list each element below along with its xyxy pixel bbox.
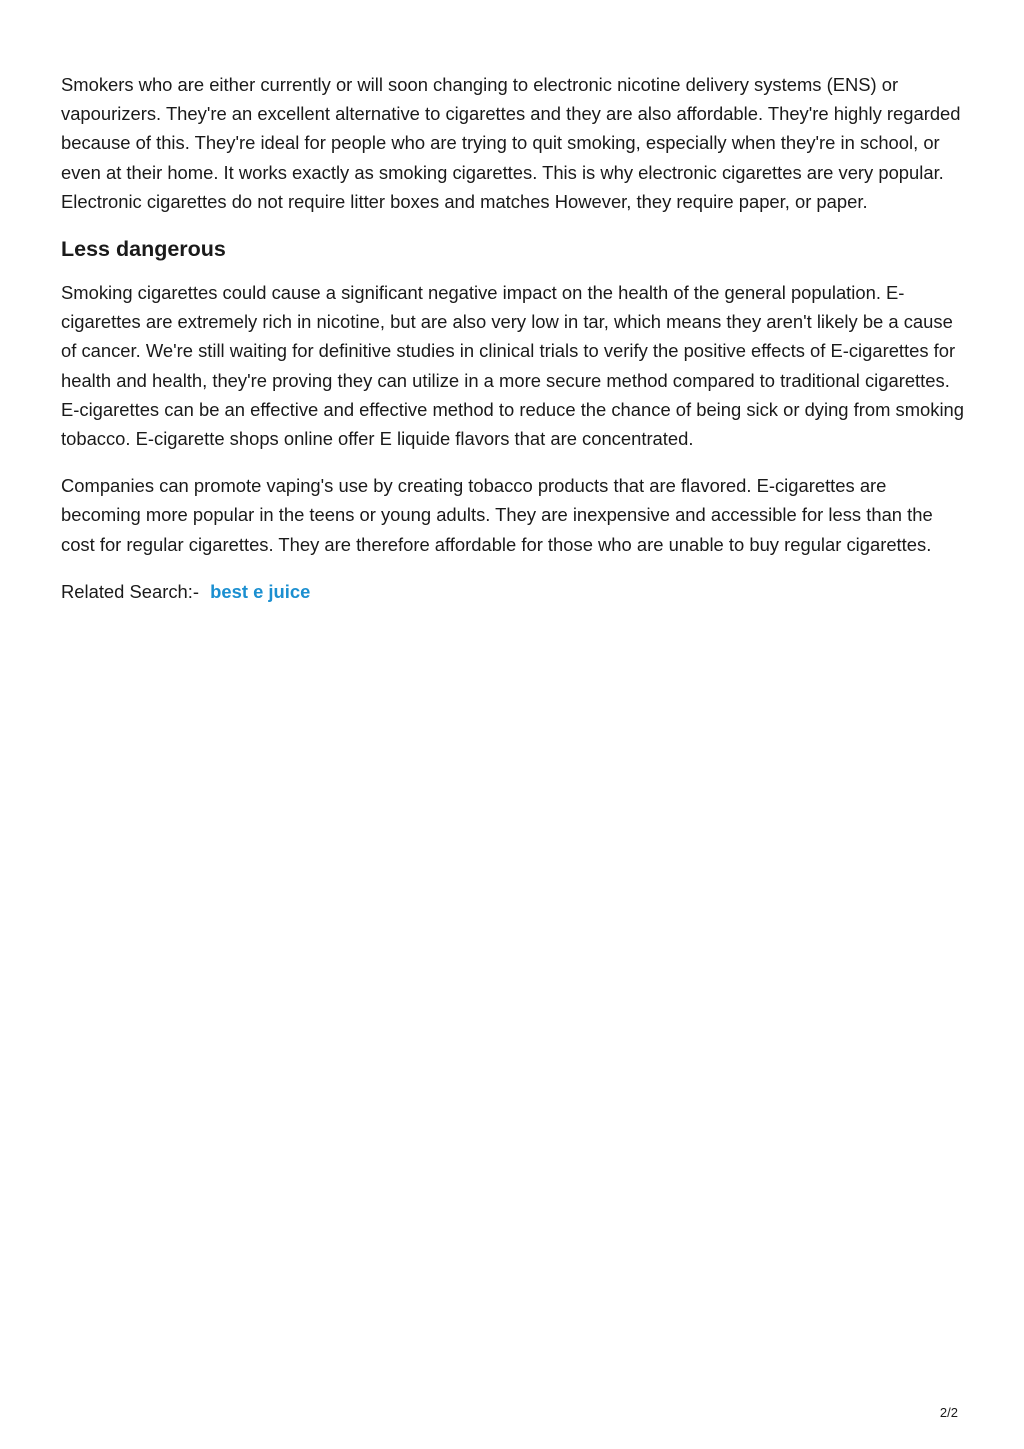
- related-search-link[interactable]: best e juice: [210, 580, 311, 602]
- intro-paragraph: Smokers who are either currently or will soon changing to electronic nicotine delivery systems (ENS) or vapourizers. They're an excellent alternative to cigarettes and they are also affordable. They're highly regarded because of this. They're ideal for people who are trying to quit smoking, especially when they're in school, or even at their home. It works exactly as smoking cigarettes. This is why electronic cigarettes are very popular. Electronic cigarettes do not require litter boxes and matches However, they require paper, or paper.: [61, 74, 961, 212]
- section-paragraph-2: Companies can promote vaping's use by creating tobacco products that are flavored. E-cigarettes are becoming more popular in the teens or young adults. They are inexpensive and accessible for less than the cost for regular cigarettes. They are therefore affordable for those who are unable to buy regular cigarettes.: [61, 475, 933, 555]
- document-body: [61, 70, 971, 606]
- section-heading: Less dangerous: [61, 237, 226, 262]
- related-search: [61, 577, 971, 606]
- related-search-label: Related Search:-: [61, 580, 200, 602]
- section-paragraph-1: Smoking cigarettes could cause a significant negative impact on the health of the general population. E-cigarettes are extremely rich in nicotine, but are also very low in tar, which means they aren't likely be a cause of cancer. We're still waiting for definitive studies in clinical trials to verify the positive effects of E-cigarettes for health and health, they're proving they can utilize in a more secure method compared to traditional cigarettes. E-cigarettes can be an effective and effective method to reduce the chance of being sick or dying from smoking tobacco. E-cigarette shops online offer E liquide flavors that are concentrated.: [61, 282, 965, 450]
- page-number: 2/2: [939, 1405, 958, 1420]
